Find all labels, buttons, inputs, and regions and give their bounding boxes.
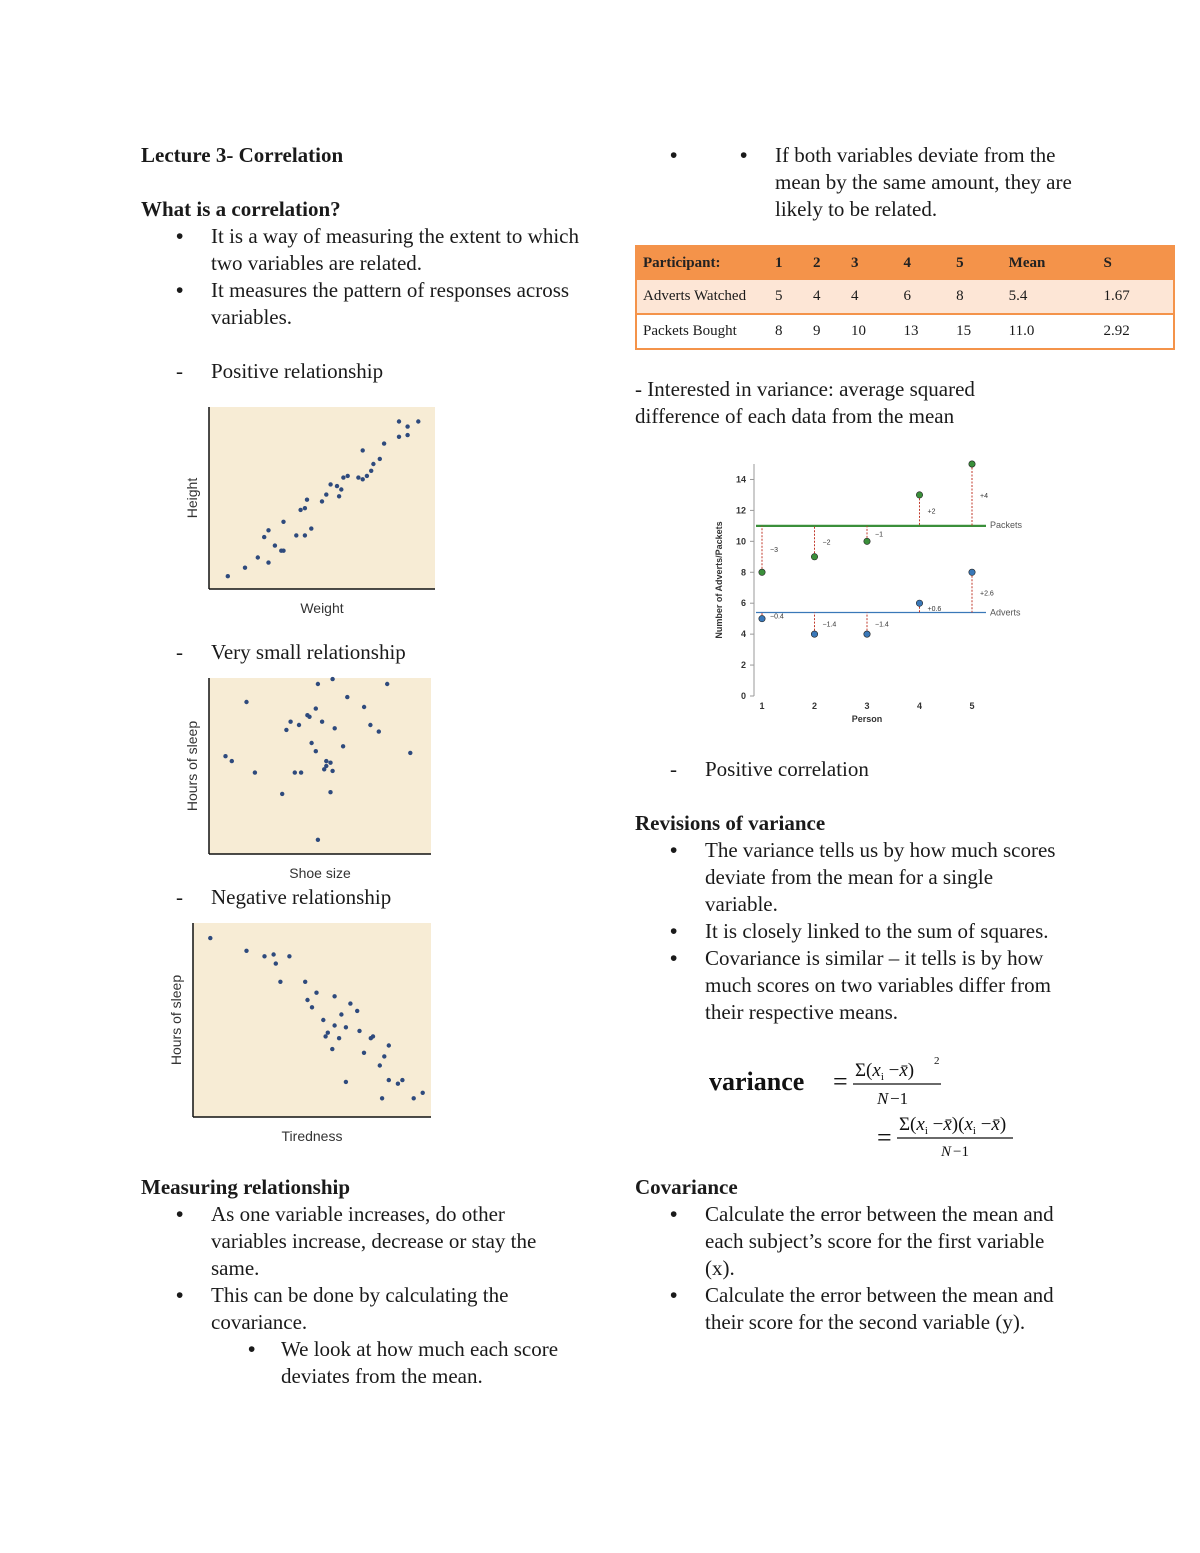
data-point bbox=[811, 554, 817, 560]
data-point bbox=[244, 949, 248, 953]
data-point bbox=[287, 954, 291, 958]
data-point bbox=[324, 764, 328, 768]
data-point bbox=[387, 1078, 391, 1082]
negative-scatter-figure bbox=[141, 917, 581, 1145]
data-point bbox=[382, 441, 386, 445]
data-point bbox=[369, 469, 373, 473]
small-relationship-label: - Very small relationship bbox=[176, 640, 406, 664]
data-point bbox=[396, 1082, 400, 1086]
data-point bbox=[281, 520, 285, 524]
measuring-sub-bullets bbox=[141, 1336, 581, 1390]
data-point bbox=[208, 936, 212, 940]
svg-text:=: = bbox=[877, 1123, 892, 1152]
data-point bbox=[362, 705, 366, 709]
table-cell: 10 bbox=[845, 314, 898, 349]
table-cell: 9 bbox=[807, 314, 845, 349]
deviation-label: +2.6 bbox=[980, 590, 994, 598]
data-point bbox=[385, 682, 389, 686]
data-point bbox=[297, 723, 301, 727]
table-cell: 4 bbox=[807, 280, 845, 314]
deviation-label: −0.4 bbox=[770, 613, 784, 621]
data-point bbox=[328, 761, 332, 765]
x-axis-label: Tiredness bbox=[281, 1128, 343, 1144]
y-tick-label: 0 bbox=[740, 691, 746, 701]
svg-text:Σ(xi −x̄)(xi −x̄): $\Sigma(x_i$ $-x̄)(x_i$ −x̄) bbox=[899, 1114, 1007, 1137]
positive-correlation-label: - Positive correlation bbox=[670, 757, 869, 781]
deviation-label: −1.4 bbox=[875, 621, 889, 629]
list-item: • It is closely linked to the sum of squares. bbox=[635, 918, 1065, 945]
table-cell: 2 bbox=[807, 246, 845, 280]
deviation-chart bbox=[710, 456, 1040, 732]
data-point bbox=[345, 695, 349, 699]
table-cell: 13 bbox=[898, 314, 951, 349]
data-point bbox=[408, 751, 412, 755]
right-column bbox=[635, 142, 1175, 1336]
data-point bbox=[321, 1018, 325, 1022]
table-cell: 11.0 bbox=[1003, 314, 1098, 349]
y-axis-label: Hours of sleep bbox=[184, 720, 200, 812]
data-point bbox=[324, 759, 328, 763]
data-point bbox=[278, 980, 282, 984]
data-point bbox=[377, 729, 381, 733]
list-item: • Calculate the error between the mean and each subject’s score for the first variable (x). bbox=[635, 1201, 1065, 1282]
data-point bbox=[362, 1051, 366, 1055]
data-point bbox=[330, 677, 334, 681]
data-point bbox=[355, 1009, 359, 1013]
measuring-bullets bbox=[141, 1201, 581, 1336]
table-cell: S bbox=[1097, 246, 1174, 280]
data-point bbox=[333, 726, 337, 730]
table-cell: 8 bbox=[950, 280, 1003, 314]
data-point bbox=[293, 770, 297, 774]
deviation-label: −2 bbox=[822, 539, 831, 547]
data-point bbox=[361, 448, 365, 452]
data-point bbox=[253, 770, 257, 774]
table-row bbox=[636, 314, 1174, 349]
table-cell: 5.4 bbox=[1003, 280, 1098, 314]
data-point bbox=[341, 744, 345, 748]
y-tick-label: 2 bbox=[740, 660, 746, 671]
table-cell: 15 bbox=[950, 314, 1003, 349]
data-point bbox=[405, 433, 409, 437]
data-point bbox=[323, 1034, 327, 1038]
svg-text:N: N bbox=[941, 1144, 952, 1158]
data-point bbox=[305, 713, 309, 717]
y-axis-label: Number of Adverts/Packets bbox=[714, 521, 724, 639]
x-axis-label: Weight bbox=[300, 600, 344, 616]
data-point bbox=[314, 749, 318, 753]
data-table-wrap bbox=[635, 245, 1175, 350]
data-point bbox=[368, 723, 372, 727]
data-point bbox=[416, 419, 420, 423]
data-point bbox=[397, 435, 401, 439]
table-cell: 6 bbox=[898, 280, 951, 314]
data-point bbox=[305, 998, 309, 1002]
correlation-bullets bbox=[141, 223, 581, 331]
data-point bbox=[226, 574, 230, 578]
data-point bbox=[421, 1091, 425, 1095]
list-item: • It measures the pattern of responses across variables. bbox=[141, 277, 581, 331]
table-cell: 4 bbox=[845, 280, 898, 314]
table-cell: 1 bbox=[769, 246, 807, 280]
list-item: • Calculate the error between the mean and their score for the second variable (y). bbox=[635, 1282, 1065, 1336]
data-point bbox=[223, 754, 227, 758]
table-header-row bbox=[636, 246, 1174, 280]
data-point bbox=[400, 1078, 404, 1082]
data-point bbox=[303, 506, 307, 510]
data-point bbox=[316, 838, 320, 842]
deviation-label: +4 bbox=[980, 492, 988, 500]
data-point bbox=[357, 1029, 361, 1033]
revisions-heading: Revisions of variance bbox=[635, 811, 826, 835]
covariance-heading: Covariance bbox=[635, 1175, 738, 1199]
data-point bbox=[298, 508, 302, 512]
y-tick-label: 4 bbox=[740, 629, 746, 640]
x-axis-label: Shoe size bbox=[289, 865, 351, 880]
deviation-label: −1.4 bbox=[822, 621, 837, 629]
correlation-heading: What is a correlation? bbox=[141, 197, 341, 221]
svg-text:−1: −1 bbox=[890, 1089, 909, 1108]
y-tick-label: 8 bbox=[740, 567, 746, 578]
data-point bbox=[382, 1054, 386, 1058]
row-label-cell: Adverts Watched bbox=[636, 280, 769, 314]
data-point bbox=[864, 538, 870, 544]
data-point bbox=[244, 700, 248, 704]
positive-scatter-plot bbox=[159, 399, 459, 619]
deviation-label: +2 bbox=[927, 508, 936, 516]
data-point bbox=[341, 475, 345, 479]
list-item: • • If both variables deviate from the mean by the same amount, they are likely to be related. bbox=[635, 142, 1175, 223]
data-point bbox=[969, 461, 975, 467]
data-point bbox=[256, 555, 260, 559]
data-point bbox=[405, 424, 409, 428]
plot-area bbox=[209, 407, 435, 589]
variance-formula bbox=[635, 1040, 1175, 1158]
data-point bbox=[348, 1001, 352, 1005]
data-point bbox=[356, 475, 360, 479]
small-scatter-figure bbox=[141, 672, 581, 880]
data-point bbox=[309, 526, 313, 530]
plot-area bbox=[193, 923, 431, 1117]
data-point bbox=[330, 1047, 334, 1051]
svg-text:2: 2 bbox=[934, 1055, 940, 1067]
revisions-bullets bbox=[635, 837, 1065, 1026]
x-tick-label: 5 bbox=[969, 701, 975, 711]
data-point bbox=[271, 952, 275, 956]
data-point bbox=[303, 980, 307, 984]
data-point bbox=[811, 631, 817, 637]
y-tick-label: 12 bbox=[735, 505, 746, 516]
data-point bbox=[320, 499, 324, 503]
positive-scatter-figure bbox=[141, 399, 581, 619]
data-point bbox=[294, 533, 298, 537]
data-point bbox=[337, 494, 341, 498]
data-point bbox=[412, 1096, 416, 1100]
deviation-chart-figure bbox=[635, 456, 1175, 732]
row-label-cell: Participant: bbox=[636, 246, 769, 280]
list-item: • We look at how much each score deviates from the mean. bbox=[141, 1336, 581, 1390]
y-tick-label: 14 bbox=[735, 474, 746, 485]
series-label: Adverts bbox=[990, 607, 1021, 618]
table-cell: 5 bbox=[950, 246, 1003, 280]
data-point bbox=[387, 1043, 391, 1047]
negative-relationship-label: - Negative relationship bbox=[176, 885, 392, 909]
data-point bbox=[266, 560, 270, 564]
row-label-cell: Packets Bought bbox=[636, 314, 769, 349]
x-tick-label: 2 bbox=[811, 701, 818, 711]
data-point bbox=[346, 474, 350, 478]
data-point bbox=[280, 792, 284, 796]
adverts-packets-table bbox=[635, 245, 1175, 350]
plot-area bbox=[209, 678, 431, 854]
table-cell: 3 bbox=[845, 246, 898, 280]
data-point bbox=[344, 1080, 348, 1084]
svg-text:Σ(xi −x̄): $\Sigma(x_i$ −x̄) bbox=[855, 1060, 915, 1083]
formula-word: variance bbox=[709, 1067, 805, 1096]
deviation-label: +0.6 bbox=[927, 605, 942, 613]
list-item: • This can be done by calculating the covariance. bbox=[141, 1282, 581, 1336]
left-column bbox=[141, 142, 581, 1390]
data-point bbox=[324, 492, 328, 496]
data-point bbox=[314, 991, 318, 995]
data-point bbox=[759, 569, 765, 575]
x-axis-label: Person bbox=[851, 714, 883, 724]
data-point bbox=[274, 961, 278, 965]
data-point bbox=[371, 462, 375, 466]
data-point bbox=[309, 741, 313, 745]
data-point bbox=[303, 533, 307, 537]
data-point bbox=[320, 720, 324, 724]
list-item: • It is a way of measuring the extent to which two variables are related. bbox=[141, 223, 581, 277]
data-point bbox=[230, 759, 234, 763]
data-point bbox=[273, 543, 277, 547]
data-point bbox=[361, 477, 365, 481]
deviation-bullets bbox=[635, 142, 1175, 223]
data-point bbox=[243, 566, 247, 570]
small-scatter-plot bbox=[179, 672, 479, 880]
x-tick-label: 3 bbox=[864, 701, 870, 711]
data-point bbox=[380, 1096, 384, 1100]
data-point bbox=[299, 770, 303, 774]
data-point bbox=[339, 1012, 343, 1016]
data-point bbox=[332, 994, 336, 998]
data-point bbox=[262, 535, 266, 539]
data-point bbox=[316, 682, 320, 686]
variance-formula-graphic bbox=[705, 1040, 1025, 1158]
data-point bbox=[328, 790, 332, 794]
data-point bbox=[759, 615, 765, 621]
x-tick-label: 4 bbox=[916, 701, 923, 711]
list-item: • The variance tells us by how much scores deviate from the mean for a single variable. bbox=[635, 837, 1065, 918]
data-point bbox=[284, 728, 288, 732]
series-label: Packets bbox=[990, 519, 1023, 530]
data-point bbox=[378, 457, 382, 461]
data-point bbox=[314, 706, 318, 710]
table-cell: 1.67 bbox=[1097, 280, 1174, 314]
x-tick-label: 1 bbox=[759, 701, 765, 711]
table-cell: 4 bbox=[898, 246, 951, 280]
data-point bbox=[969, 569, 975, 575]
svg-text:=: = bbox=[833, 1067, 848, 1096]
data-point bbox=[305, 498, 309, 502]
data-point bbox=[365, 474, 369, 478]
data-point bbox=[916, 600, 922, 606]
covariance-bullets bbox=[635, 1201, 1065, 1336]
table-cell: Mean bbox=[1003, 246, 1098, 280]
table-cell: 8 bbox=[769, 314, 807, 349]
variance-note: - Interested in variance: average squared difference of each data from the mean bbox=[635, 377, 975, 428]
svg-text:−1: −1 bbox=[953, 1144, 969, 1158]
negative-scatter-plot bbox=[161, 917, 461, 1145]
y-tick-label: 10 bbox=[735, 536, 746, 547]
y-tick-label: 6 bbox=[740, 598, 746, 609]
data-point bbox=[397, 419, 401, 423]
data-point bbox=[916, 492, 922, 498]
data-point bbox=[279, 549, 283, 553]
data-point bbox=[378, 1063, 382, 1067]
lecture-title: Lecture 3- Correlation bbox=[141, 143, 344, 167]
measuring-heading: Measuring relationship bbox=[141, 1175, 351, 1199]
list-item: • Covariance is similar – it tells is by how much scores on two variables differ from their respective means. bbox=[635, 945, 1065, 1026]
svg-text:N: N bbox=[877, 1089, 889, 1108]
data-point bbox=[332, 1023, 336, 1027]
data-point bbox=[328, 482, 332, 486]
data-point bbox=[864, 631, 870, 637]
data-point bbox=[339, 487, 343, 491]
data-point bbox=[371, 1034, 375, 1038]
data-point bbox=[326, 1031, 330, 1035]
data-point bbox=[330, 769, 334, 773]
table-row bbox=[636, 280, 1174, 314]
data-point bbox=[344, 1025, 348, 1029]
list-item: • As one variable increases, do other variables increase, decrease or stay the same. bbox=[141, 1201, 581, 1282]
y-axis-label: Height bbox=[184, 477, 200, 519]
data-point bbox=[335, 484, 339, 488]
table-cell: 2.92 bbox=[1097, 314, 1174, 349]
data-point bbox=[337, 1036, 341, 1040]
deviation-label: −3 bbox=[770, 547, 778, 555]
data-point bbox=[262, 954, 266, 958]
data-point bbox=[310, 1005, 314, 1009]
y-axis-label: Hours of sleep bbox=[168, 974, 184, 1066]
deviation-label: −1 bbox=[875, 531, 883, 539]
data-point bbox=[288, 720, 292, 724]
table-cell: 5 bbox=[769, 280, 807, 314]
data-point bbox=[266, 528, 270, 532]
positive-relationship-label: - Positive relationship bbox=[176, 359, 384, 383]
